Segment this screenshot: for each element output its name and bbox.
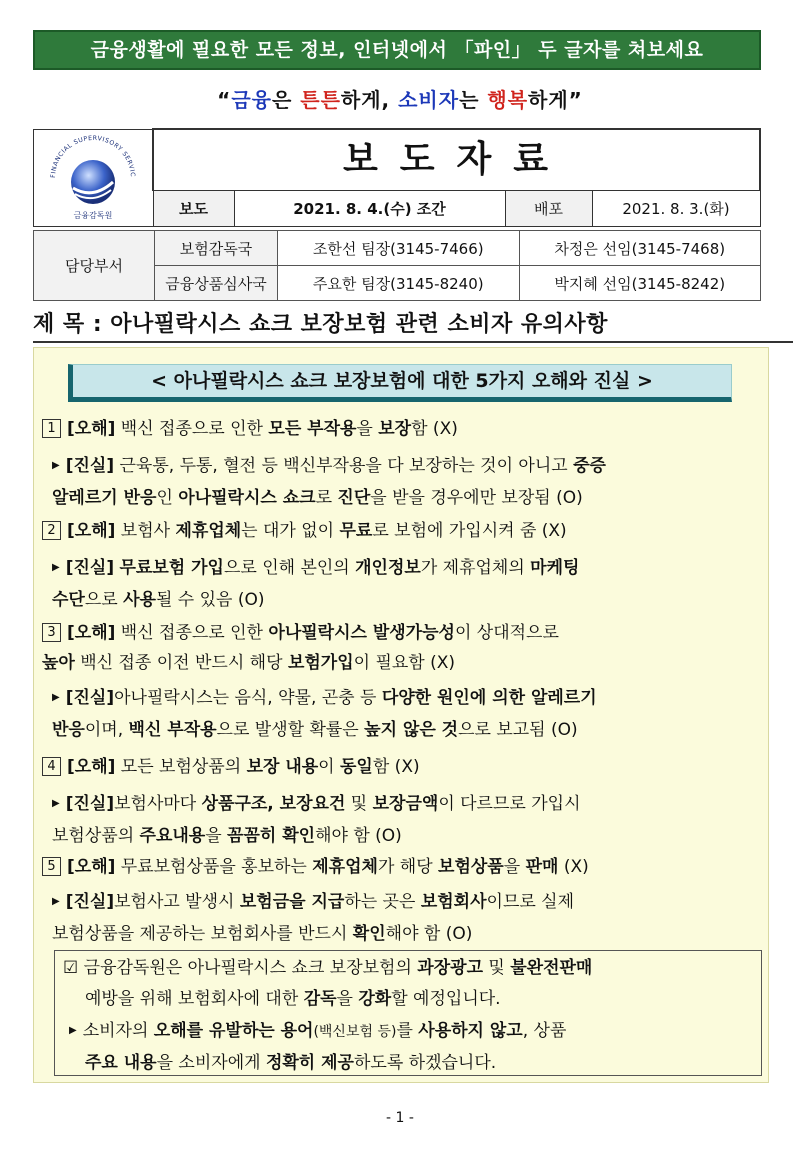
distribution-label: 배포 [505, 190, 592, 226]
contact: 조한선 팀장(3145-7466) [278, 231, 520, 266]
myth-item: 1 [오해] 백신 접종으로 인한 모든 부작용을 보장함 (X) [42, 414, 760, 444]
truth-item: ▶ [진실] 무료보험 가입으로 인해 본인의 개인정보가 제휴업체의 마케팅 수단으로 사용될 수 있음 (O) [52, 558, 580, 610]
myth-item: 3 [오해] 백신 접종으로 인한 아나필락시스 발생가능성이 상대적으로 높아 백신 접종 이전 반드시 해당 보험가입이 필요함 (X) [42, 623, 559, 673]
svg-text:금융감독원: 금융감독원 [73, 210, 113, 220]
department-table [33, 230, 761, 301]
dept-label: 담당부서 [34, 231, 155, 301]
subject-line: 제 목 : 아나필락시스 쇼크 보장보험 관련 소비자 유의사항 [33, 307, 793, 343]
contact: 주요한 팀장(3145-8240) [278, 266, 520, 301]
truth-item: ▶ [진실]보험사고 발생시 보험금을 지급하는 곳은 보험회사이므로 실제 보험상품을 제공하는 보험회사를 반드시 확인해야 함 (O) [52, 892, 575, 944]
truth-item: ▶ [진실]보험사마다 상품구조, 보장요건 및 보장금액이 다르므로 가입시 보험상품의 주요내용을 꼼꼼히 확인해야 함 (O) [52, 794, 581, 846]
fss-notice: ☑ 금융감독원은 아나필락시스 쇼크 보장보험의 과장광고 및 불완전판매 예방을 위해 보험회사에 대한 감독을 강화할 예정입니다. ▶ 소비자의 오해를 유발하는 용어(백신보험 등)를 사용하지 않고, 상품 주요 내용을 소비자에게 정확히 제공하도록 하겠습니다. [54, 950, 762, 1076]
distribution-date: 2021. 8. 3.(화) [592, 190, 760, 226]
svg-text:FINANCIAL SUPERVISORY SERVICE: FINANCIAL SUPERVISORY SERVIC [49, 134, 137, 178]
contact: 박지혜 선임(3145-8242) [519, 266, 761, 301]
team-name: 보험감독국 [155, 231, 278, 266]
myths-box-title: < 아나필락시스 쇼크 보장보험에 대한 5가지 오해와 진실 > [68, 364, 732, 402]
press-header [33, 128, 761, 227]
check-icon: ☑ [63, 958, 79, 978]
team-name: 금융상품심사국 [155, 266, 278, 301]
report-label: 보도 [153, 190, 234, 226]
fss-logo-icon [43, 130, 143, 222]
myth-item: 5 [오해] 무료보험상품을 홍보하는 제휴업체가 해당 보험상품을 판매 (X) [42, 852, 760, 882]
page-number: - 1 - [386, 1110, 414, 1126]
myth-item: 2 [오해] 보험사 제휴업체는 대가 없이 무료로 보험에 가입시켜 줌 (X) [42, 516, 760, 546]
slogan: “금융은 튼튼하게, 소비자는 행복하게” [217, 88, 583, 112]
top-banner: 금융생활에 필요한 모든 정보, 인터넷에서 「파인」 두 글자를 쳐보세요 [33, 30, 761, 70]
contact: 차정은 선임(3145-7468) [519, 231, 761, 266]
myth-item: 4 [오해] 모든 보험상품의 보장 내용이 동일함 (X) [42, 752, 760, 782]
press-release-title: 보도자료 [153, 129, 760, 190]
truth-item: ▶ [진실]아나필락시스는 음식, 약물, 곤충 등 다양한 원인에 의한 알레르기 반응이며, 백신 부작용으로 발생할 확률은 높지 않은 것으로 보고됨 (O) [52, 688, 597, 740]
report-date: 2021. 8. 4.(수) 조간 [234, 190, 505, 226]
truth-item: ▶ [진실] 근육통, 두통, 혈전 등 백신부작용을 다 보장하는 것이 아니고 중증 알레르기 반응인 아나필락시스 쇼크로 진단을 받을 경우에만 보장됨 (O) [52, 456, 606, 508]
table-row [34, 231, 761, 266]
fss-logo [34, 129, 154, 226]
